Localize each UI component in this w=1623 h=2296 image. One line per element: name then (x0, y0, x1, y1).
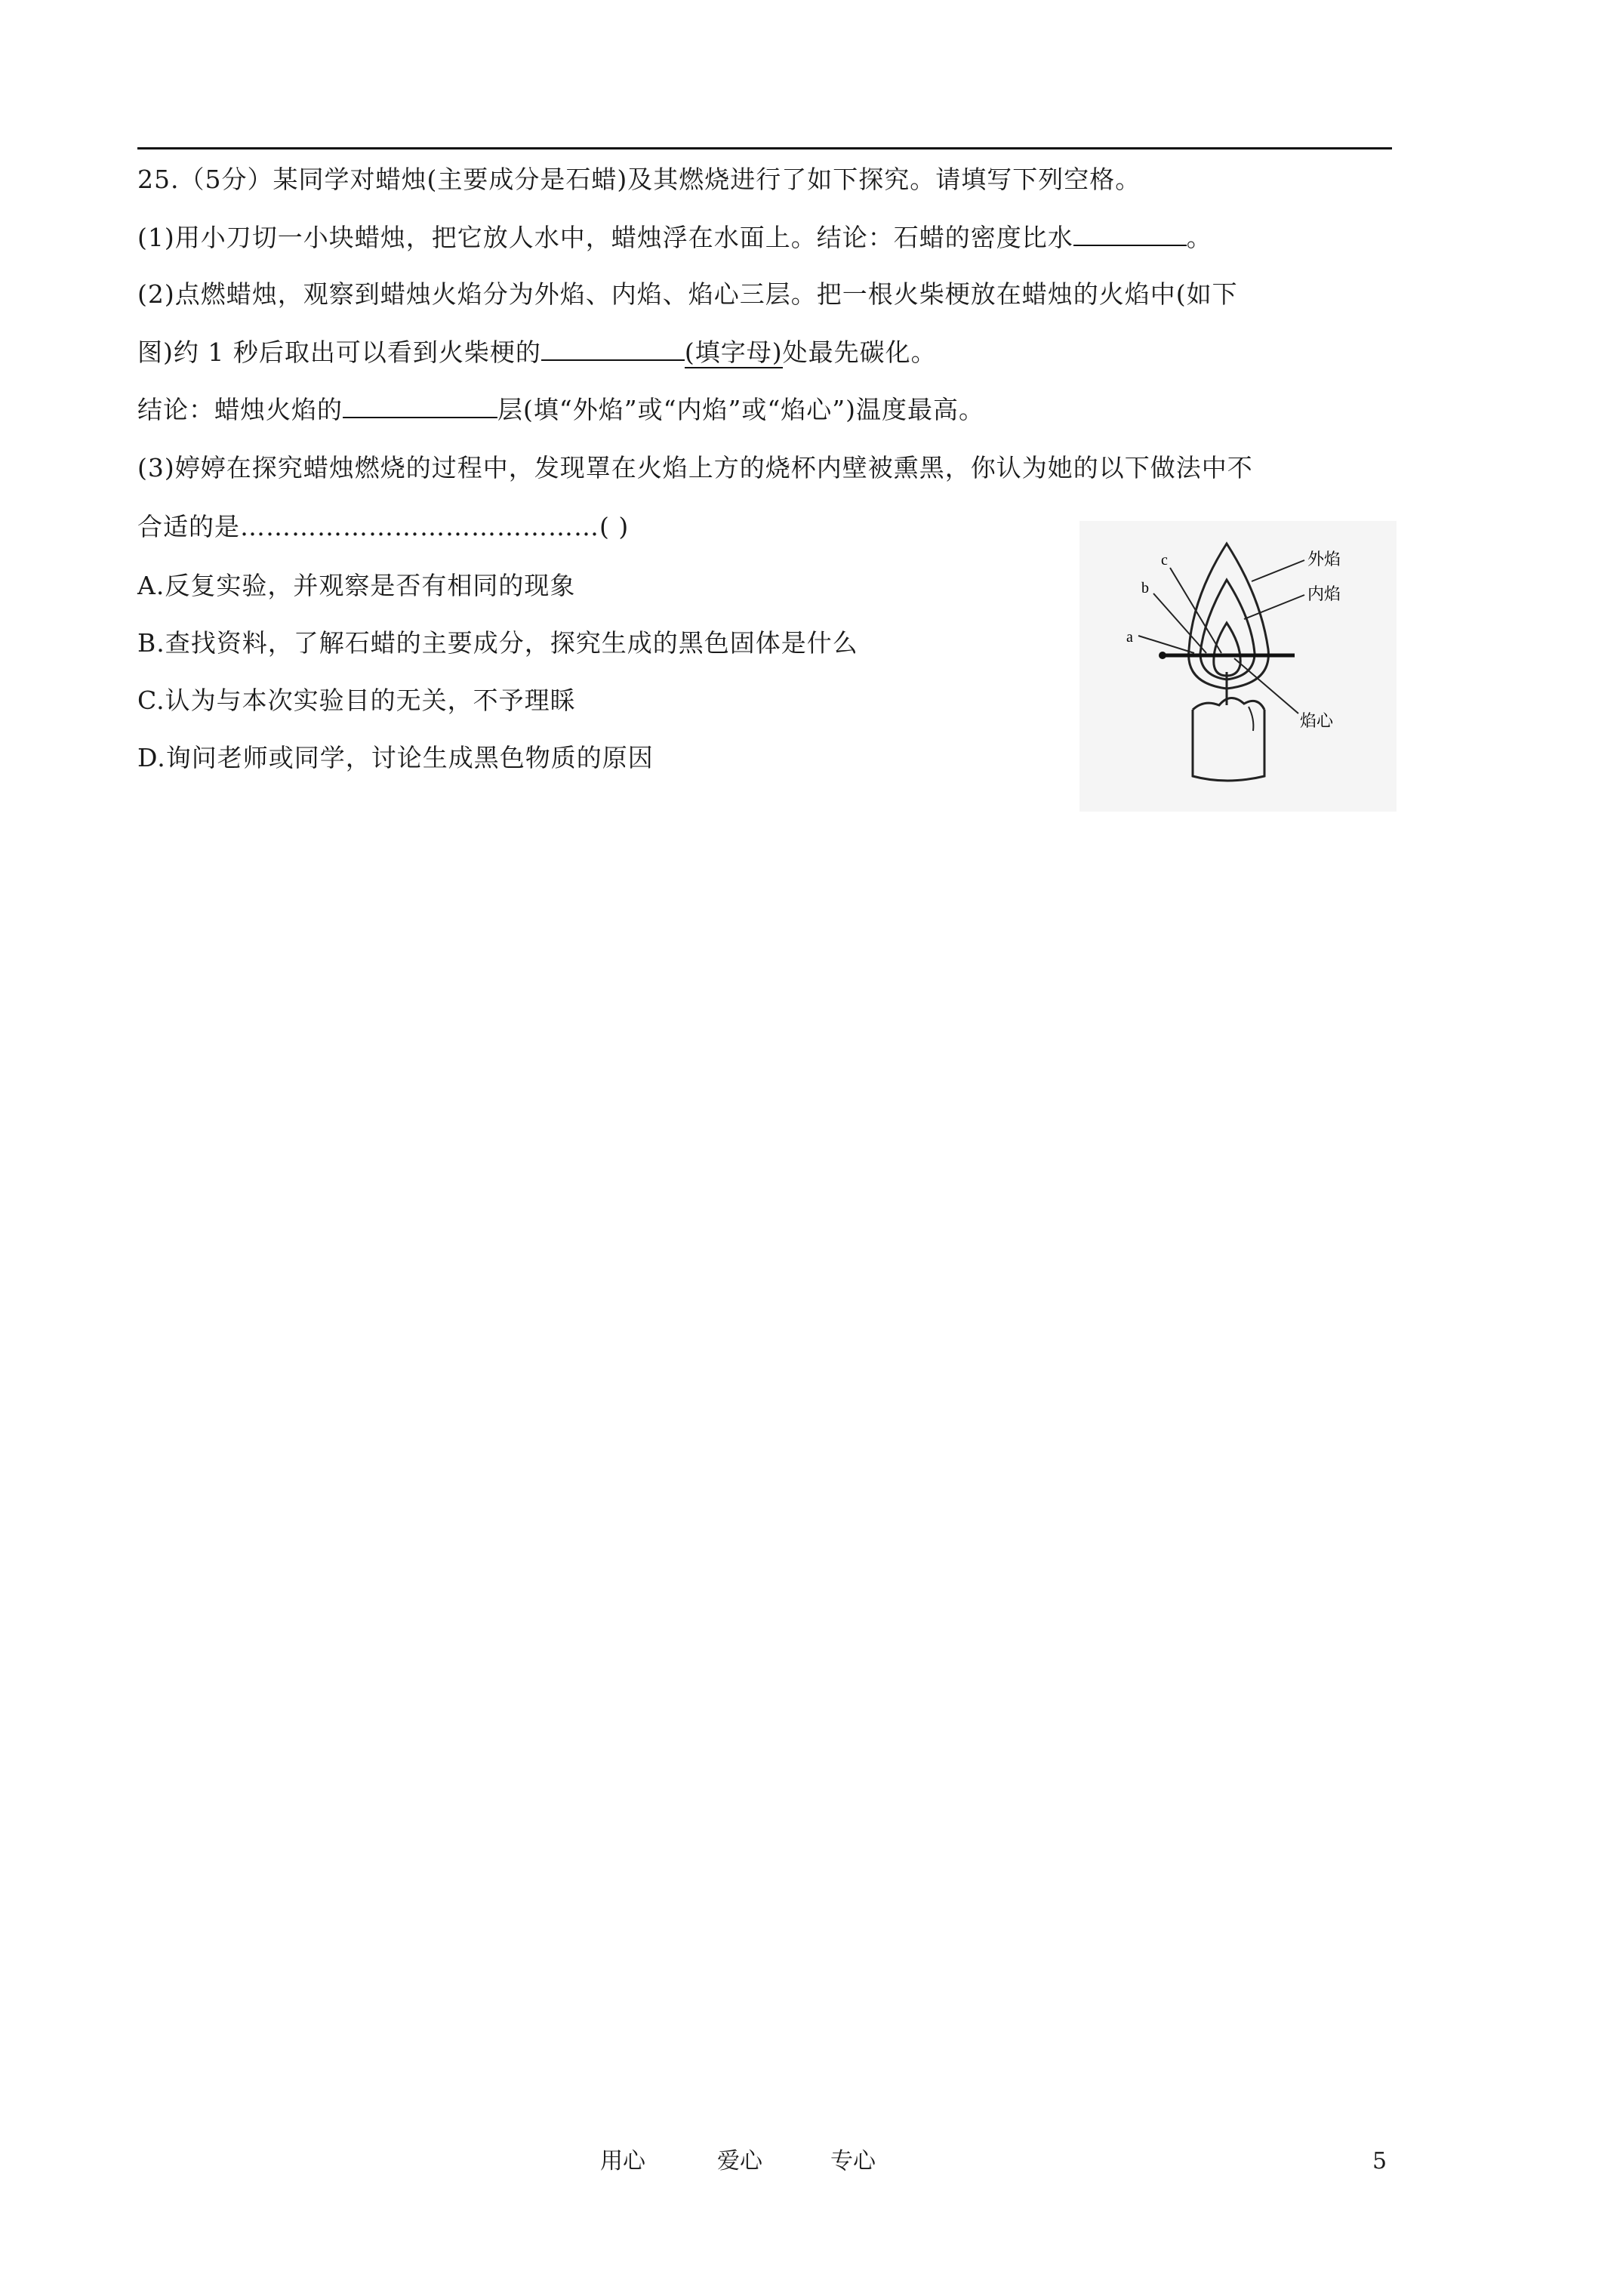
candle-top (1193, 698, 1264, 710)
candle-flame-figure (1079, 521, 1397, 812)
label-c: c (1161, 552, 1168, 569)
part2-conclusion (137, 394, 984, 425)
part2-line2-end: 处最先碳化。 (782, 337, 937, 367)
part2-line2 (137, 337, 937, 368)
label-b: b (1141, 580, 1149, 596)
footer-item-2: 爱心 (717, 2148, 762, 2174)
label-a: a (1126, 629, 1133, 646)
part1-end: 。 (1186, 223, 1212, 252)
label-inner-flame: 内焰 (1307, 585, 1341, 604)
leader-a (1138, 636, 1194, 653)
flame-core (1214, 623, 1240, 676)
candle-flame-diagram (1079, 521, 1397, 812)
leader-inner (1244, 595, 1304, 619)
leader-outer (1252, 560, 1304, 581)
part2-fill-hint: (填字母) (684, 337, 783, 367)
part1-line (137, 222, 1212, 253)
part3-line2: 合适的是……………………………………( ) (137, 512, 630, 541)
outer-flame (1189, 544, 1269, 689)
label-outer-flame: 外焰 (1307, 550, 1341, 569)
wax-drip (1249, 707, 1253, 731)
part2-line2-start: 图)约 1 秒后取出可以看到火柴梗的 (137, 337, 541, 367)
header-rule (137, 147, 1392, 149)
page-number: 5 (1372, 2148, 1387, 2174)
conclusion-end: 层(填“外焰”或“内焰”或“焰心”)温度最高。 (497, 395, 984, 424)
footer-item-1: 用心 (600, 2148, 645, 2174)
matchstick-head (1159, 652, 1166, 659)
answer-blank-density[interactable] (1073, 222, 1187, 246)
option-a: A.反复实验，并观察是否有相同的现象 (137, 571, 576, 600)
question-header: 25.（5分）某同学对蜡烛(主要成分是石蜡)及其燃烧进行了如下探究。请填写下列空格。 (137, 165, 1141, 194)
footer-item-3: 专心 (830, 2148, 876, 2174)
part2-line1: (2)点燃蜡烛，观察到蜡烛火焰分为外焰、内焰、焰心三层。把一根火柴梗放在蜡烛的火焰中(如下 (137, 279, 1238, 309)
answer-blank-letter[interactable] (541, 337, 685, 361)
option-c: C.认为与本次实验目的无关，不予理睬 (137, 686, 576, 715)
label-flame-core: 焰心 (1300, 712, 1334, 731)
conclusion-start: 结论：蜡烛火焰的 (137, 395, 343, 424)
part1-text: (1)用小刀切一小块蜡烛，把它放人水中，蜡烛浮在水面上。结论：石蜡的密度比水 (137, 223, 1073, 252)
answer-blank-layer[interactable] (343, 394, 497, 418)
inner-flame (1200, 580, 1255, 680)
part3-line1: (3)婷婷在探究蜡烛燃烧的过程中，发现罩在火焰上方的烧杯内壁被熏黑，你认为她的以下做法中不 (137, 453, 1253, 482)
option-d: D.询问老师或同学，讨论生成黑色物质的原因 (137, 743, 654, 772)
option-b: B.查找资料，了解石蜡的主要成分，探究生成的黑色固体是什么 (137, 628, 858, 658)
